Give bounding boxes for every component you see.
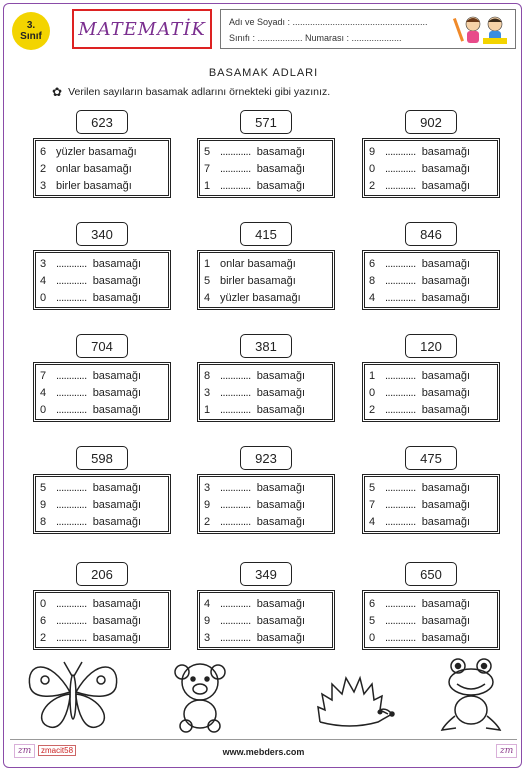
teddy-bear-icon (175, 664, 225, 732)
blank-dots[interactable]: ............ (385, 162, 416, 175)
signature-right: zm (496, 744, 517, 758)
animal-illustrations (0, 652, 527, 734)
digit: 9 (369, 145, 376, 158)
footer-divider (10, 739, 517, 740)
author-tag: zmacit58 (38, 745, 76, 756)
answer-row (40, 367, 168, 384)
blank-dots[interactable]: ............ (56, 291, 87, 304)
blank-dots[interactable]: ............ (56, 597, 87, 610)
hedgehog-icon (318, 678, 394, 726)
answer-row (369, 160, 497, 177)
digit: 3 (40, 179, 47, 192)
number-label: 846 (405, 222, 457, 246)
digit: 4 (40, 274, 47, 287)
grade-badge (12, 12, 50, 50)
place-name: basamağı (421, 369, 470, 382)
subject-title-box (72, 9, 212, 49)
digit: 1 (204, 403, 211, 416)
answer-row (204, 289, 332, 306)
digit: 2 (40, 631, 47, 644)
blank-dots[interactable]: ............ (56, 274, 87, 287)
answer-row (369, 177, 497, 194)
flower-bullet-icon: ✿ (52, 85, 63, 99)
place-name: basamağı (256, 386, 305, 399)
answer-row (369, 255, 497, 272)
blank-dots[interactable]: ............ (56, 369, 87, 382)
place-name: basamağı (421, 403, 470, 416)
answer-row (40, 255, 168, 272)
place-name: basamağı (256, 631, 305, 644)
digit: 4 (40, 386, 47, 399)
answer-box (33, 590, 171, 650)
answer-row (204, 479, 332, 496)
place-name: basamağı (92, 498, 141, 511)
place-name: basamağı (256, 369, 305, 382)
answer-row (204, 272, 332, 289)
frog-icon (442, 659, 500, 730)
digit: 7 (40, 369, 47, 382)
place-name: basamağı (256, 162, 305, 175)
answer-row (369, 513, 497, 530)
digit: 4 (369, 515, 376, 528)
blank-dots[interactable]: ............ (220, 614, 251, 627)
place-name: basamağı (256, 614, 305, 627)
answer-row (40, 289, 168, 306)
digit: 5 (369, 481, 376, 494)
blank-dots[interactable]: ............ (220, 515, 251, 528)
answer-row (40, 272, 168, 289)
answer-box (197, 250, 335, 310)
blank-dots[interactable]: ............ (385, 631, 416, 644)
blank-dots[interactable]: ............ (385, 515, 416, 528)
blank-dots[interactable]: ............ (56, 403, 87, 416)
answer-box (197, 138, 335, 198)
digit: 8 (204, 369, 211, 382)
answer-row (204, 401, 332, 418)
place-name: birler basamağı (220, 274, 296, 287)
place-name: basamağı (421, 515, 470, 528)
place-name: basamağı (256, 498, 305, 511)
digit: 6 (369, 257, 376, 270)
place-name: basamağı (421, 498, 470, 511)
number-label: 349 (240, 562, 292, 586)
digit: 0 (369, 162, 376, 175)
answer-row (204, 496, 332, 513)
place-name: yüzler basamağı (220, 291, 301, 304)
place-name: basamağı (92, 614, 141, 627)
blank-dots[interactable]: ............ (220, 631, 251, 644)
blank-dots[interactable]: ............ (220, 162, 251, 175)
blank-dots[interactable]: ............ (385, 369, 416, 382)
website-link[interactable]: www.mebders.com (222, 747, 305, 757)
place-name: basamağı (92, 257, 141, 270)
number-label: 381 (240, 334, 292, 358)
place-name: basamağı (256, 515, 305, 528)
place-name: basamağı (421, 257, 470, 270)
subject-title: MATEMATİK (78, 18, 206, 40)
answer-box (362, 474, 500, 534)
place-name: basamağı (421, 631, 470, 644)
number-label: 415 (240, 222, 292, 246)
blank-dots[interactable]: ............ (385, 145, 416, 158)
answer-row (204, 143, 332, 160)
answer-row (40, 160, 168, 177)
blank-dots[interactable]: ............ (385, 597, 416, 610)
place-name: basamağı (421, 597, 470, 610)
digit: 9 (204, 498, 211, 511)
answer-row (204, 384, 332, 401)
place-name: basamağı (421, 291, 470, 304)
butterfly-icon (29, 662, 116, 727)
blank-dots[interactable]: ............ (220, 481, 251, 494)
place-name: basamağı (421, 274, 470, 287)
answer-row (204, 255, 332, 272)
digit: 0 (40, 403, 47, 416)
blank-dots[interactable]: ............ (385, 498, 416, 511)
digit: 6 (40, 145, 47, 158)
number-label: 623 (76, 110, 128, 134)
answer-box (362, 250, 500, 310)
place-name: onlar basamağı (220, 257, 296, 270)
blank-dots[interactable]: ............ (56, 614, 87, 627)
blank-dots[interactable]: ............ (56, 386, 87, 399)
place-name: basamağı (92, 631, 141, 644)
answer-row (40, 401, 168, 418)
answer-row (369, 143, 497, 160)
number-label: 571 (240, 110, 292, 134)
digit: 5 (204, 145, 211, 158)
place-name: basamağı (92, 403, 141, 416)
place-name: basamağı (421, 179, 470, 192)
digit: 6 (40, 614, 47, 627)
digit: 2 (204, 515, 211, 528)
blank-dots[interactable]: ............ (220, 179, 251, 192)
digit: 0 (369, 631, 376, 644)
number-label: 923 (240, 446, 292, 470)
instruction-text: Verilen sayıların basamak adlarını örnekteki gibi yazınız. (68, 86, 331, 98)
place-name: basamağı (92, 386, 141, 399)
answer-row (369, 612, 497, 629)
answer-box (362, 138, 500, 198)
blank-dots[interactable]: ............ (220, 386, 251, 399)
blank-dots[interactable]: ............ (56, 257, 87, 270)
digit: 3 (204, 481, 211, 494)
digit: 4 (204, 291, 211, 304)
answer-row (204, 177, 332, 194)
blank-dots[interactable]: ............ (385, 291, 416, 304)
digit: 3 (204, 386, 211, 399)
digit: 7 (369, 498, 376, 511)
number-label: 650 (405, 562, 457, 586)
place-name: onlar basamağı (56, 162, 132, 175)
answer-row (369, 289, 497, 306)
digit: 4 (204, 597, 211, 610)
place-name: basamağı (92, 481, 141, 494)
blank-dots[interactable]: ............ (220, 369, 251, 382)
blank-dots[interactable]: ............ (385, 403, 416, 416)
answer-row (369, 401, 497, 418)
number-label: 598 (76, 446, 128, 470)
blank-dots[interactable]: ............ (56, 481, 87, 494)
place-name: yüzler basamağı (56, 145, 137, 158)
place-name: basamağı (92, 597, 141, 610)
answer-row (40, 496, 168, 513)
answer-row (204, 595, 332, 612)
digit: 2 (40, 162, 47, 175)
digit: 9 (40, 498, 47, 511)
blank-dots[interactable]: ............ (385, 257, 416, 270)
place-name: basamağı (421, 386, 470, 399)
answer-row (204, 513, 332, 530)
answer-row (369, 629, 497, 646)
number-label: 120 (405, 334, 457, 358)
number-label: 340 (76, 222, 128, 246)
number-label: 206 (76, 562, 128, 586)
digit: 5 (369, 614, 376, 627)
answer-row (369, 272, 497, 289)
answer-box (197, 474, 335, 534)
class-field: Sınıfı : .................. Numarası : .................... (229, 33, 402, 43)
place-name: basamağı (92, 369, 141, 382)
grade-label: Sınıf (20, 31, 42, 42)
place-name: basamağı (92, 274, 141, 287)
answer-row (369, 479, 497, 496)
digit: 2 (369, 403, 376, 416)
blank-dots[interactable]: ............ (385, 614, 416, 627)
digit: 5 (40, 481, 47, 494)
blank-dots[interactable]: ............ (220, 403, 251, 416)
digit: 7 (204, 162, 211, 175)
worksheet-heading: BASAMAK ADLARI (208, 67, 319, 79)
answer-row (204, 160, 332, 177)
digit: 9 (204, 614, 211, 627)
place-name: basamağı (256, 597, 305, 610)
digit: 0 (40, 597, 47, 610)
digit: 0 (40, 291, 47, 304)
place-name: basamağı (256, 481, 305, 494)
place-name: basamağı (256, 179, 305, 192)
place-name: basamağı (92, 515, 141, 528)
answer-box (33, 138, 171, 198)
blank-dots[interactable]: ............ (56, 515, 87, 528)
answer-row (204, 367, 332, 384)
answer-row (40, 629, 168, 646)
place-name: birler basamağı (56, 179, 132, 192)
number-label: 902 (405, 110, 457, 134)
digit: 6 (369, 597, 376, 610)
digit: 1 (204, 257, 211, 270)
answer-row (40, 143, 168, 160)
answer-row (204, 629, 332, 646)
answer-row (40, 513, 168, 530)
answer-row (369, 367, 497, 384)
answer-row (204, 612, 332, 629)
digit: 3 (40, 257, 47, 270)
instruction-line (52, 85, 330, 99)
blank-dots[interactable]: ............ (220, 498, 251, 511)
place-name: basamağı (421, 162, 470, 175)
answer-box (33, 362, 171, 422)
answer-row (40, 384, 168, 401)
answer-row (40, 595, 168, 612)
blank-dots[interactable]: ............ (220, 597, 251, 610)
blank-dots[interactable]: ............ (385, 274, 416, 287)
digit: 8 (40, 515, 47, 528)
answer-box (362, 362, 500, 422)
digit: 1 (369, 369, 376, 382)
answer-box (33, 474, 171, 534)
answer-row (40, 479, 168, 496)
digit: 2 (369, 179, 376, 192)
answer-row (40, 177, 168, 194)
grade-number: 3. (26, 20, 36, 31)
blank-dots[interactable]: ............ (56, 498, 87, 511)
blank-dots[interactable]: ............ (385, 179, 416, 192)
answer-box (197, 362, 335, 422)
answer-row (369, 496, 497, 513)
blank-dots[interactable]: ............ (385, 386, 416, 399)
signature-left: zm (14, 744, 35, 758)
answer-row (369, 384, 497, 401)
answer-box (197, 590, 335, 650)
place-name: basamağı (421, 614, 470, 627)
blank-dots[interactable]: ............ (56, 631, 87, 644)
digit: 8 (369, 274, 376, 287)
number-label: 704 (76, 334, 128, 358)
blank-dots[interactable]: ............ (385, 481, 416, 494)
number-label: 475 (405, 446, 457, 470)
place-name: basamağı (421, 145, 470, 158)
place-name: basamağı (256, 145, 305, 158)
place-name: basamağı (256, 403, 305, 416)
digit: 1 (204, 179, 211, 192)
children-illustration-icon (453, 12, 513, 48)
digit: 3 (204, 631, 211, 644)
answer-box (362, 590, 500, 650)
place-name: basamağı (421, 481, 470, 494)
name-field: Adı ve Soyadı : ...................................................... (229, 17, 428, 27)
digit: 4 (369, 291, 376, 304)
answer-row (40, 612, 168, 629)
digit: 5 (204, 274, 211, 287)
answer-row (369, 595, 497, 612)
place-name: basamağı (92, 291, 141, 304)
answer-box (33, 250, 171, 310)
blank-dots[interactable]: ............ (220, 145, 251, 158)
digit: 0 (369, 386, 376, 399)
